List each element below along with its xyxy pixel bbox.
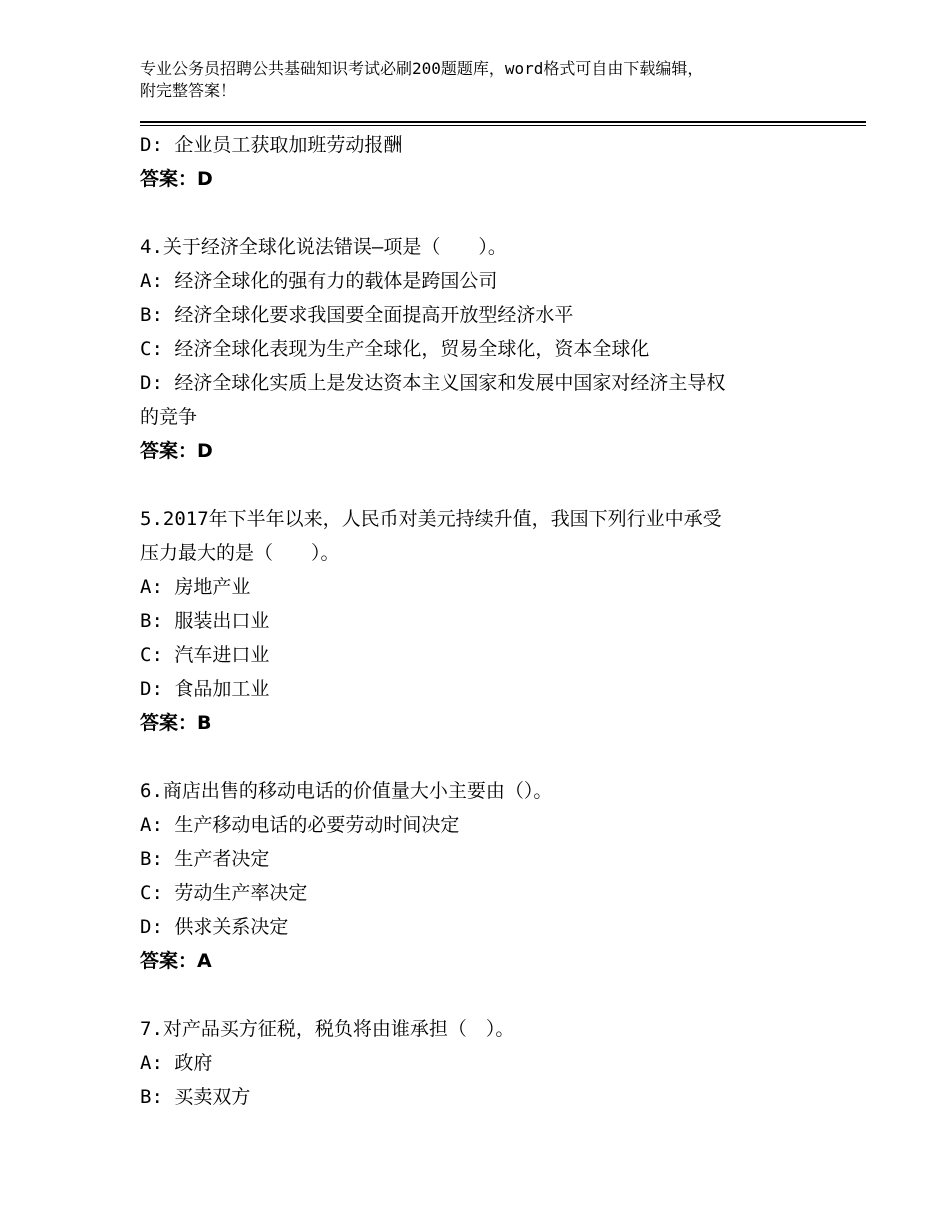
- question-stem: 6.商店出售的移动电话的价值量大小主要由（）。: [140, 780, 553, 802]
- answer-label: 答案：D: [140, 440, 213, 462]
- option-a: A: 房地产业: [140, 576, 251, 598]
- previous-question-tail: [140, 128, 840, 196]
- option-b: B: 买卖双方: [140, 1086, 251, 1108]
- option-c: C: 汽车进口业: [140, 644, 270, 666]
- option-b: B: 生产者决定: [140, 848, 270, 870]
- page-header: [140, 58, 840, 102]
- header-rule-thick: [140, 121, 866, 123]
- question-5: [140, 502, 840, 740]
- question-7: [140, 1012, 840, 1114]
- header-line-2: 附完整答案！: [140, 81, 237, 100]
- option-d: D: 企业员工获取加班劳动报酬: [140, 134, 403, 156]
- answer-label: 答案：D: [140, 168, 213, 190]
- question-stem: 4.关于经济全球化说法错误—项是（ ）。: [140, 236, 507, 258]
- option-d: D: 经济全球化实质上是发达资本主义国家和发展中国家对经济主导权: [140, 372, 726, 394]
- option-a: A: 生产移动电话的必要劳动时间决定: [140, 814, 460, 836]
- question-stem-line-1: 5.2017年下半年以来，人民币对美元持续升值，我国下列行业中承受: [140, 508, 722, 530]
- question-6: [140, 774, 840, 978]
- option-d-continued: 的竞争: [140, 406, 198, 428]
- question-4: [140, 230, 840, 468]
- question-stem: 7.对产品买方征税，税负将由谁承担（ ）。: [140, 1018, 515, 1040]
- option-c: C: 劳动生产率决定: [140, 882, 308, 904]
- option-c: C: 经济全球化表现为生产全球化，贸易全球化，资本全球化: [140, 338, 650, 360]
- option-a: A: 经济全球化的强有力的载体是跨国公司: [140, 270, 498, 292]
- question-list: [140, 128, 840, 1114]
- option-a: A: 政府: [140, 1052, 213, 1074]
- question-stem-line-2: 压力最大的是（ ）。: [140, 542, 340, 564]
- option-d: D: 供求关系决定: [140, 916, 289, 938]
- answer-label: 答案：B: [140, 712, 212, 734]
- header-rule-thin: [140, 125, 866, 126]
- option-d: D: 食品加工业: [140, 678, 270, 700]
- option-b: B: 经济全球化要求我国要全面提高开放型经济水平: [140, 304, 574, 326]
- answer-label: 答案：A: [140, 950, 212, 972]
- option-b: B: 服装出口业: [140, 610, 270, 632]
- header-line-1: 专业公务员招聘公共基础知识考试必刷200题题库，word格式可自由下载编辑，: [140, 59, 704, 78]
